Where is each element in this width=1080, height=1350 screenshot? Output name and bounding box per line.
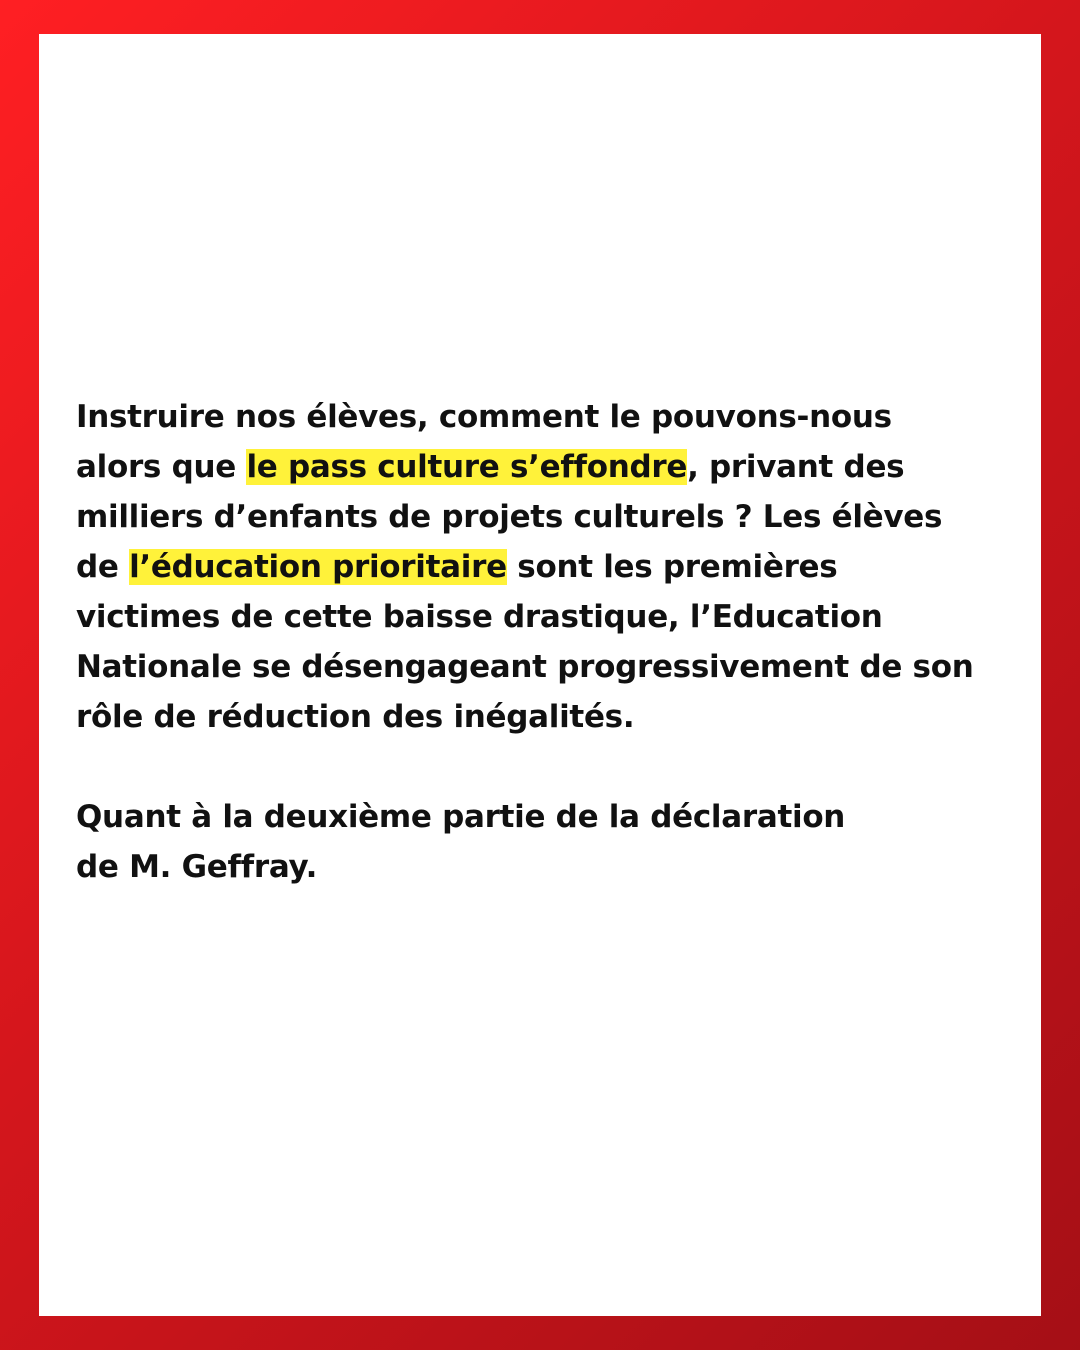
paragraph-1-text-c: sont les premières victimes de cette baisse drastique, l’Education Nationale se désengageant progressivement de son rôle de réduction des inégalités. [76, 549, 974, 735]
paragraph-2-line-1: Quant à la deuxième partie de la déclaration [76, 799, 846, 835]
paragraph-1-text-a: Instruire nos élèves, comment le pouvons-nous alors que [76, 399, 892, 485]
body-text [76, 392, 976, 892]
highlight-pass-culture: le pass culture s’effondre [246, 449, 688, 485]
paragraph-1 [76, 392, 976, 742]
paragraph-1-text-b: , privant des milliers d’enfants de projets culturels ? Les élèves de [76, 449, 943, 585]
highlight-education-prioritaire: l’éducation prioritaire [129, 549, 507, 585]
paragraph-2-line-2: de M. Geffray. [76, 849, 318, 885]
paragraph-2 [76, 792, 976, 892]
content-card [39, 34, 1041, 1316]
